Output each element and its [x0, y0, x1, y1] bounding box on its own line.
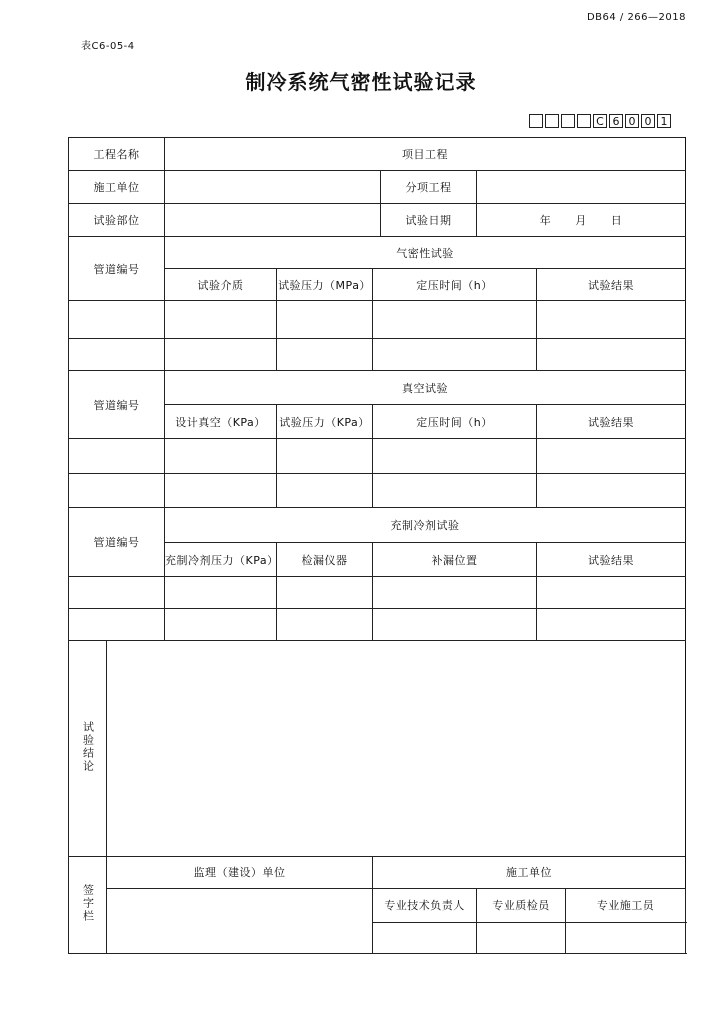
- refrigerant-col-leak-location: 补漏位置: [373, 543, 537, 577]
- vacuum-col-result: 试验结果: [537, 405, 686, 439]
- supervision-unit-label: 监理（建设）单位: [107, 856, 373, 888]
- airtight-col-result: 试验结果: [537, 269, 686, 301]
- table-cell[interactable]: [69, 339, 165, 371]
- conclusion-field[interactable]: [107, 641, 686, 856]
- refrigerant-pipe-label: 管道编号: [69, 508, 165, 577]
- airtight-col-pressure: 试验压力（MPa）: [277, 269, 373, 301]
- table-cell[interactable]: [537, 577, 686, 609]
- vacuum-pipe-label: 管道编号: [69, 371, 165, 439]
- test-part-field[interactable]: [165, 204, 381, 237]
- construction-unit-sign-label: 施工单位: [373, 856, 686, 888]
- code-cell: 0: [641, 114, 655, 128]
- project-name-value[interactable]: 项目工程: [165, 138, 686, 171]
- page-title: 制冷系统气密性试验记录: [245, 70, 477, 94]
- table-cell[interactable]: [69, 609, 165, 641]
- test-date-label: 试验日期: [381, 204, 477, 237]
- table-cell[interactable]: [277, 577, 373, 609]
- construction-unit-field[interactable]: [165, 171, 381, 204]
- code-cell[interactable]: [545, 114, 559, 128]
- code-cell[interactable]: [561, 114, 575, 128]
- project-name-label: 工程名称: [69, 138, 165, 171]
- construction-unit-label: 施工单位: [69, 171, 165, 204]
- table-cell[interactable]: [537, 339, 686, 371]
- standard-number: DB64 / 266—2018: [586, 12, 686, 23]
- conclusion-label: 试验结论: [81, 721, 95, 774]
- airtight-pipe-label: 管道编号: [69, 237, 165, 301]
- code-cell: 6: [609, 114, 623, 128]
- table-cell[interactable]: [373, 577, 537, 609]
- table-cell[interactable]: [373, 339, 537, 371]
- table-cell[interactable]: [165, 339, 277, 371]
- vacuum-col-design: 设计真空（KPa）: [165, 405, 277, 439]
- constructor-signature[interactable]: [566, 922, 686, 953]
- table-cell[interactable]: [537, 474, 686, 508]
- code-cell[interactable]: [577, 114, 591, 128]
- table-cell[interactable]: [165, 439, 277, 474]
- code-cell[interactable]: [529, 114, 543, 128]
- table-cell[interactable]: [277, 609, 373, 641]
- table-cell[interactable]: [537, 439, 686, 474]
- conclusion-label-cell: [69, 641, 107, 856]
- airtight-col-hold-time: 定压时间（h）: [373, 269, 537, 301]
- table-cell[interactable]: [277, 474, 373, 508]
- sub-project-label: 分项工程: [381, 171, 477, 204]
- refrigerant-col-detector: 检漏仪器: [277, 543, 373, 577]
- table-cell[interactable]: [373, 474, 537, 508]
- refrigerant-col-result: 试验结果: [537, 543, 686, 577]
- table-cell[interactable]: [165, 577, 277, 609]
- table-cell[interactable]: [373, 609, 537, 641]
- table-cell[interactable]: [537, 301, 686, 339]
- date-day: 日: [610, 214, 623, 228]
- table-cell[interactable]: [69, 577, 165, 609]
- table-cell[interactable]: [277, 339, 373, 371]
- date-year: 年: [539, 214, 552, 228]
- tech-lead-signature[interactable]: [373, 922, 477, 953]
- form-number: 表C6-05-4: [81, 41, 135, 52]
- table-cell[interactable]: [69, 474, 165, 508]
- record-form-table: [68, 137, 686, 954]
- signature-label: 签字栏: [81, 883, 95, 923]
- refrigerant-col-pressure: 充制冷剂压力（KPa）: [165, 543, 277, 577]
- table-cell[interactable]: [277, 439, 373, 474]
- vacuum-col-pressure: 试验压力（KPa）: [277, 405, 373, 439]
- vacuum-col-hold-time: 定压时间（h）: [373, 405, 537, 439]
- refrigerant-section-title: 充制冷剂试验: [165, 508, 686, 543]
- table-cell[interactable]: [165, 301, 277, 339]
- tech-lead-label: 专业技术负责人: [373, 888, 477, 922]
- code-cell: 1: [657, 114, 671, 128]
- sub-project-field[interactable]: [477, 171, 686, 204]
- supervision-signature-field[interactable]: [107, 888, 373, 953]
- quality-inspector-signature[interactable]: [477, 922, 566, 953]
- constructor-label: 专业施工员: [566, 888, 686, 922]
- form-code-boxes: [529, 114, 671, 128]
- table-cell[interactable]: [537, 609, 686, 641]
- test-date-field[interactable]: [477, 204, 686, 237]
- table-cell[interactable]: [373, 301, 537, 339]
- table-cell[interactable]: [165, 474, 277, 508]
- quality-inspector-label: 专业质检员: [477, 888, 566, 922]
- table-cell[interactable]: [69, 439, 165, 474]
- table-cell[interactable]: [69, 301, 165, 339]
- table-cell[interactable]: [277, 301, 373, 339]
- table-cell[interactable]: [165, 609, 277, 641]
- code-cell: C: [593, 114, 607, 128]
- airtight-section-title: 气密性试验: [165, 237, 686, 269]
- table-cell[interactable]: [373, 439, 537, 474]
- code-cell: 0: [625, 114, 639, 128]
- date-month: 月: [575, 214, 587, 228]
- test-part-label: 试验部位: [69, 204, 165, 237]
- signature-label-cell: [69, 856, 107, 953]
- airtight-col-medium: 试验介质: [165, 269, 277, 301]
- vacuum-section-title: 真空试验: [165, 371, 686, 405]
